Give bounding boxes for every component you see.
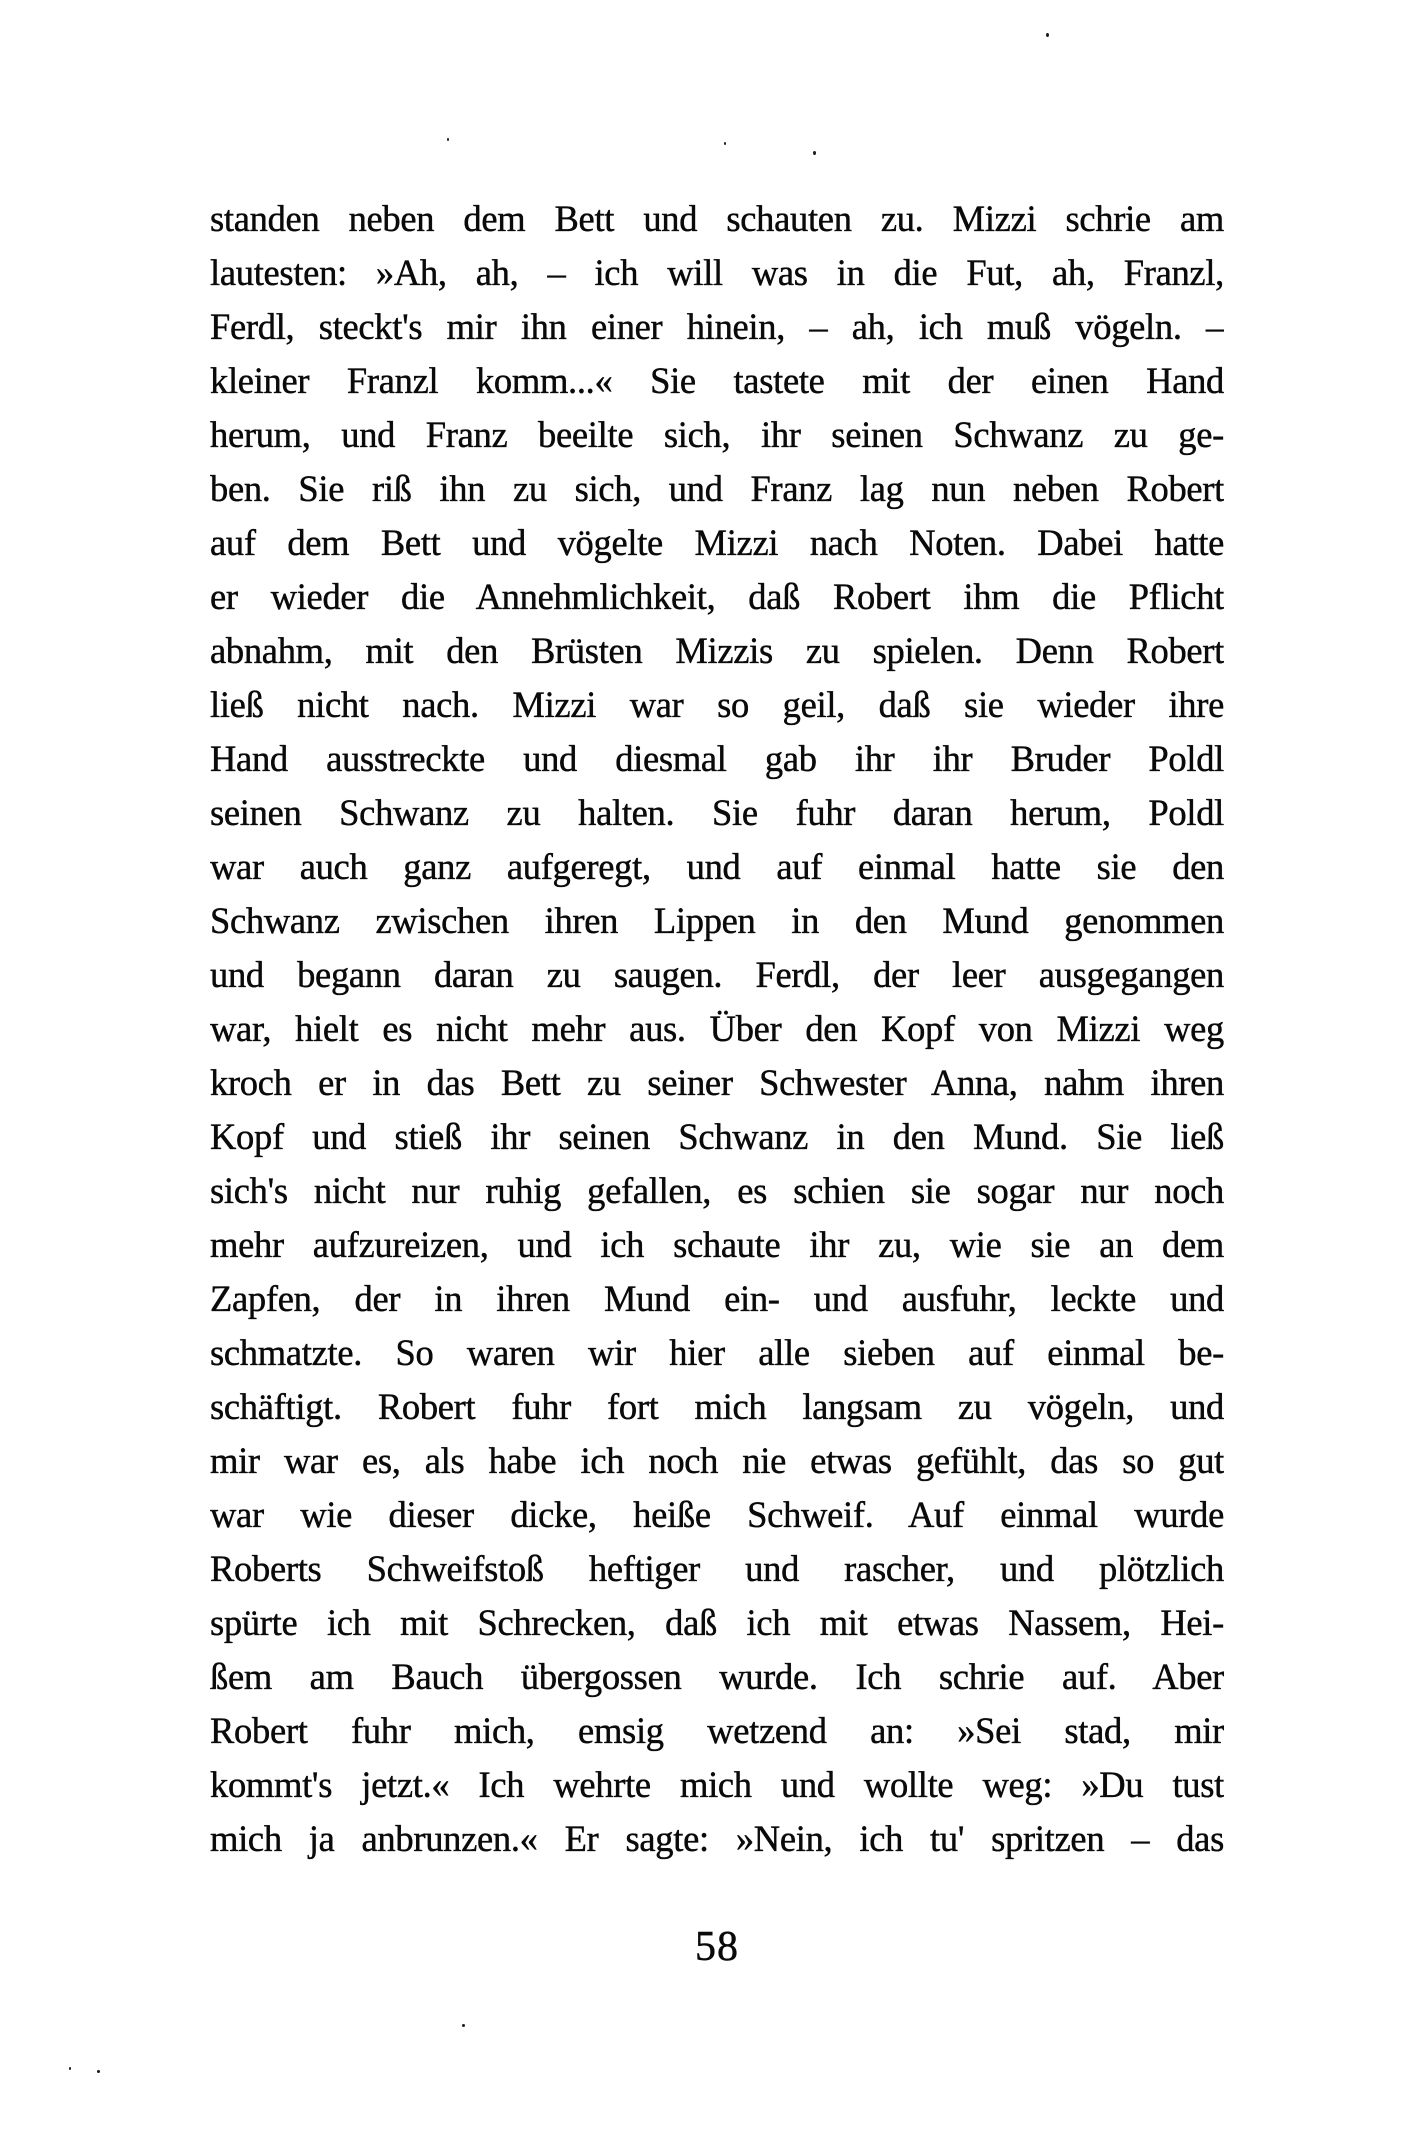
scan-speck — [724, 142, 726, 145]
text-line: schmatzte. So waren wir hier alle sieben auf einmal be- — [210, 1332, 1224, 1373]
text-line: kommt's jetzt.« Ich wehrte mich und wollte weg: »Du tust — [210, 1764, 1224, 1805]
text-line: lautesten: »Ah, ah, – ich will was in die Fut, ah, Franzl, — [210, 252, 1224, 293]
text-line: und begann daran zu saugen. Ferdl, der leer ausgegangen — [210, 954, 1224, 995]
scan-speck — [813, 151, 816, 155]
text-line: Schwanz zwischen ihren Lippen in den Mund genommen — [210, 900, 1224, 941]
page-number: 58 — [695, 1924, 739, 1970]
body-text — [210, 192, 1224, 1866]
text-line: war wie dieser dicke, heiße Schweif. Auf einmal wurde — [210, 1494, 1224, 1535]
text-line: mich ja anbrunzen.« Er sagte: »Nein, ich tu' spritzen – das — [210, 1818, 1224, 1859]
text-line: auf dem Bett und vögelte Mizzi nach Noten. Dabei hatte — [210, 522, 1224, 563]
text-line: ben. Sie riß ihn zu sich, und Franz lag nun neben Robert — [210, 468, 1224, 509]
text-line: mehr aufzureizen, und ich schaute ihr zu, wie sie an dem — [210, 1224, 1224, 1265]
scan-speck — [97, 2070, 100, 2073]
scan-speck — [1046, 33, 1049, 37]
text-line: spürte ich mit Schrecken, daß ich mit etwas Nassem, Hei- — [210, 1602, 1224, 1643]
text-line: herum, und Franz beeilte sich, ihr seinen Schwanz zu ge- — [210, 414, 1224, 455]
text-line: kleiner Franzl komm...« Sie tastete mit der einen Hand — [210, 360, 1224, 401]
scan-speck — [447, 138, 449, 141]
text-line: seinen Schwanz zu halten. Sie fuhr daran herum, Poldl — [210, 792, 1224, 833]
text-line: Robert fuhr mich, emsig wetzend an: »Sei stad, mir — [210, 1710, 1224, 1751]
text-line: Kopf und stieß ihr seinen Schwanz in den Mund. Sie ließ — [210, 1116, 1224, 1157]
text-line: standen neben dem Bett und schauten zu. Mizzi schrie am — [210, 198, 1224, 239]
text-line: war auch ganz aufgeregt, und auf einmal hatte sie den — [210, 846, 1224, 887]
text-line: mir war es, als habe ich noch nie etwas gefühlt, das so gut — [210, 1440, 1224, 1481]
text-line: Roberts Schweifstoß heftiger und rascher, und plötzlich — [210, 1548, 1224, 1589]
text-line: Hand ausstreckte und diesmal gab ihr ihr Bruder Poldl — [210, 738, 1224, 779]
text-line: ließ nicht nach. Mizzi war so geil, daß sie wieder ihre — [210, 684, 1224, 725]
text-line: er wieder die Annehmlichkeit, daß Robert ihm die Pflicht — [210, 576, 1224, 617]
text-line: abnahm, mit den Brüsten Mizzis zu spielen. Denn Robert — [210, 630, 1224, 671]
text-line: kroch er in das Bett zu seiner Schwester Anna, nahm ihren — [210, 1062, 1224, 1103]
scan-speck — [69, 2067, 71, 2070]
text-line: war, hielt es nicht mehr aus. Über den Kopf von Mizzi weg — [210, 1008, 1224, 1049]
scan-speck — [462, 2024, 465, 2027]
text-line: sich's nicht nur ruhig gefallen, es schien sie sogar nur noch — [210, 1170, 1224, 1211]
text-line: schäftigt. Robert fuhr fort mich langsam zu vögeln, und — [210, 1386, 1224, 1427]
text-line: ßem am Bauch übergossen wurde. Ich schrie auf. Aber — [210, 1656, 1224, 1697]
text-line: Zapfen, der in ihren Mund ein- und ausfuhr, leckte und — [210, 1278, 1224, 1319]
text-line: Ferdl, steckt's mir ihn einer hinein, – ah, ich muß vögeln. – — [210, 306, 1224, 347]
